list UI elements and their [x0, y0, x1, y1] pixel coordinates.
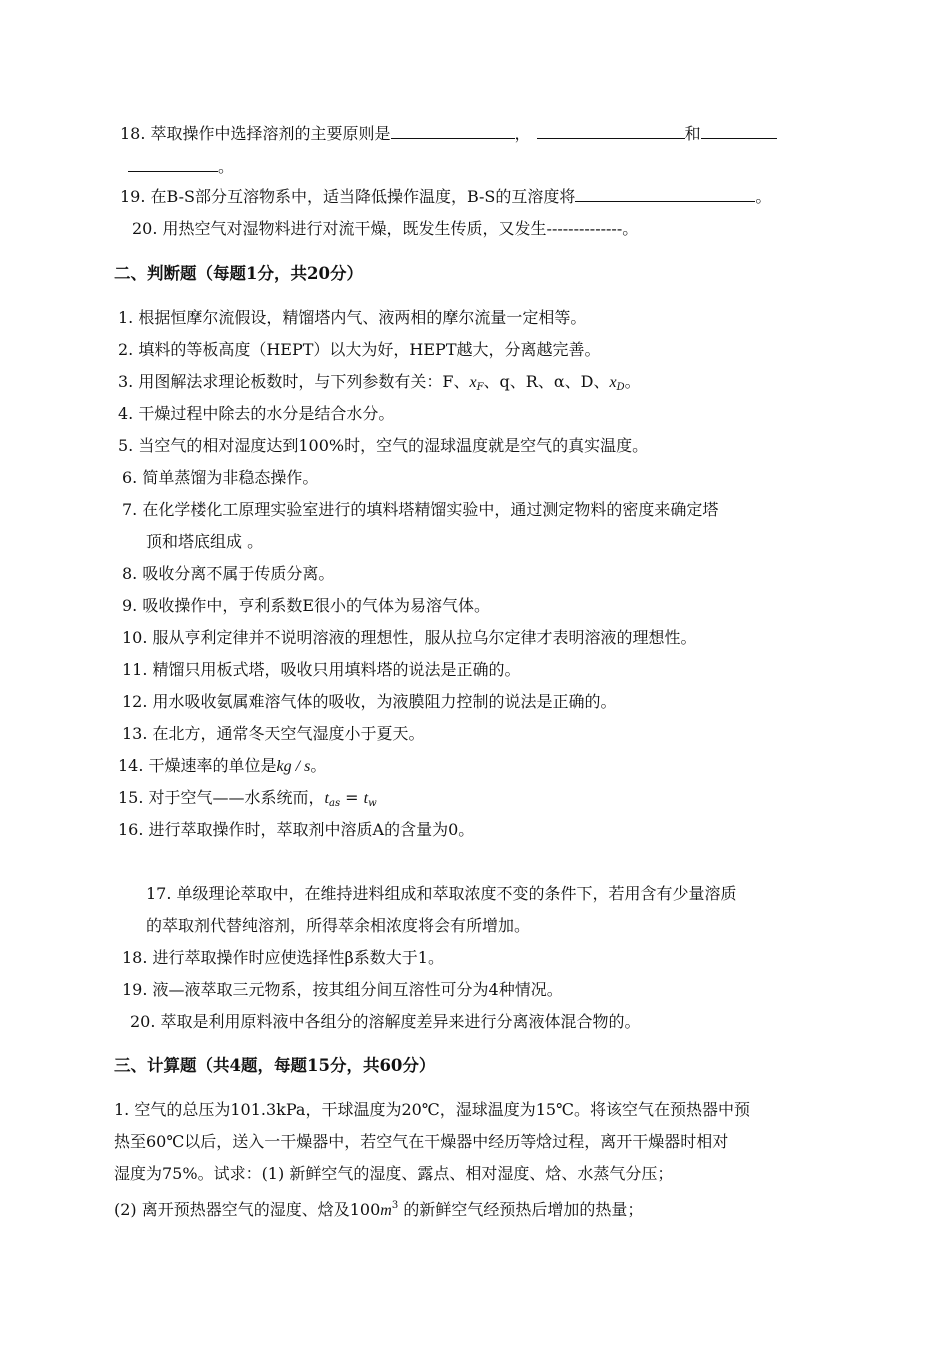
- calc-problem-1: 1. 空气的总压为101.3kPa，干球温度为20℃，湿球温度为15℃。将该空气在预热器中预: [114, 1100, 750, 1119]
- math-unit: m: [380, 1202, 392, 1219]
- section-heading-calculation: 三、计算题（共4题，每题15分，共60分）: [114, 1056, 436, 1075]
- judgment-item-18: 18. 进行萃取操作时应使选择性β系数大于1。: [122, 948, 444, 967]
- math-superscript: 3: [391, 1200, 399, 1211]
- judgment-item-7-cont: 顶和塔底组成 。: [146, 532, 264, 551]
- answer-blank: [391, 124, 515, 139]
- math-subscript: D: [616, 382, 625, 393]
- section-heading-judgment: 二、判断题（每题1分，共20分）: [114, 264, 363, 283]
- judgment-item-19: 19. 液—液萃取三元物系，按其组分间互溶性可分为4种情况。: [122, 980, 563, 999]
- judgment-item-7: 7. 在化学楼化工原理实验室进行的填料塔精馏实验中，通过测定物料的密度来确定塔: [122, 500, 719, 519]
- answer-blank: [537, 124, 685, 139]
- conjunction: 和: [684, 124, 701, 143]
- period: 。: [755, 187, 772, 206]
- math-subscript: F: [476, 382, 484, 393]
- fill-question-18: [120, 123, 777, 145]
- judgment-item-8: 8. 吸收分离不属于传质分离。: [122, 564, 335, 583]
- answer-blank: [128, 157, 218, 172]
- fill-question-20: 20. 用热空气对湿物料进行对流干燥，既发生传质，又发生--------------。: [132, 219, 639, 238]
- judgment-item-11: 11. 精馏只用板式塔，吸收只用填料塔的说法是正确的。: [122, 660, 521, 679]
- judgment-item-15: 15. 对于空气——水系统而，$t_{as} = t_w$: [118, 788, 377, 809]
- math-t: t: [324, 790, 329, 807]
- judgment-item-9: 9. 吸收操作中，亨利系数E很小的气体为易溶气体。: [122, 596, 491, 615]
- judgment-item-4: 4. 干燥过程中除去的水分是结合水分。: [118, 404, 395, 423]
- math-x: x: [609, 374, 617, 391]
- fill-question-18-cont: [128, 156, 234, 178]
- judgment-item-17: 17. 单级理论萃取中，在维持进料组成和萃取浓度不变的条件下，若用含有少量溶质: [146, 884, 737, 903]
- question-text: 18. 萃取操作中选择溶剂的主要原则是: [120, 124, 391, 143]
- math-unit: kg / s: [276, 758, 311, 775]
- period: 。: [218, 157, 235, 176]
- judgment-item-13: 13. 在北方，通常冬天空气湿度小于夏天。: [122, 724, 425, 743]
- math-x: x: [469, 374, 477, 391]
- calc-problem-1-line3: 湿度为75%。试求：(1) 新鲜空气的湿度、露点、相对湿度、焓、水蒸气分压；: [114, 1164, 674, 1183]
- judgment-item-14: 14. 干燥速率的单位是kg / s。: [118, 756, 327, 775]
- judgment-item-5: 5. 当空气的相对湿度达到100%时，空气的湿球温度就是空气的真实温度。: [118, 436, 649, 455]
- calc-problem-1-line2: 热至60℃以后，送入一干燥器中，若空气在干燥器中经历等焓过程，离开干燥器时相对: [114, 1132, 729, 1151]
- calc-problem-1-line4: (2) 离开预热器空气的湿度、焓及$100m^3$ 的新鲜空气经预热后增加的热量；: [114, 1200, 644, 1219]
- question-text: 19. 在B-S部分互溶物系中，适当降低操作温度，B-S的互溶度将: [120, 187, 576, 206]
- judgment-item-10: 10. 服从亨利定律并不说明溶液的理想性，服从拉乌尔定律才表明溶液的理想性。: [122, 628, 697, 647]
- judgment-item-1: 1. 根据恒摩尔流假设，精馏塔内气、液两相的摩尔流量一定相等。: [118, 308, 587, 327]
- math-subscript: w: [368, 798, 377, 809]
- judgment-item-17-cont: 的萃取剂代替纯溶剂，所得萃余相浓度将会有所增加。: [146, 916, 531, 935]
- judgment-item-12: 12. 用水吸收氨属难溶气体的吸收，为液膜阻力控制的说法是正确的。: [122, 692, 617, 711]
- answer-blank: [701, 124, 777, 139]
- judgment-item-2: 2. 填料的等板高度（HEPT）以大为好，HEPT越大，分离越完善。: [118, 340, 601, 359]
- math-t: t: [363, 790, 369, 807]
- judgment-item-3: 3. 用图解法求理论板数时，与下列参数有关：F、$x_F$、q、R、α、D、$x_D$。: [118, 372, 641, 393]
- answer-blank: [575, 187, 755, 202]
- judgment-item-20: 20. 萃取是利用原料液中各组分的溶解度差异来进行分离液体混合物的。: [130, 1012, 641, 1031]
- math-subscript: as: [329, 798, 341, 809]
- fill-question-19: [120, 186, 771, 208]
- judgment-item-6: 6. 简单蒸馏为非稳态操作。: [122, 468, 319, 487]
- judgment-item-16: 16. 进行萃取操作时，萃取剂中溶质A的含量为0。: [118, 820, 475, 839]
- separator: ，: [514, 124, 531, 143]
